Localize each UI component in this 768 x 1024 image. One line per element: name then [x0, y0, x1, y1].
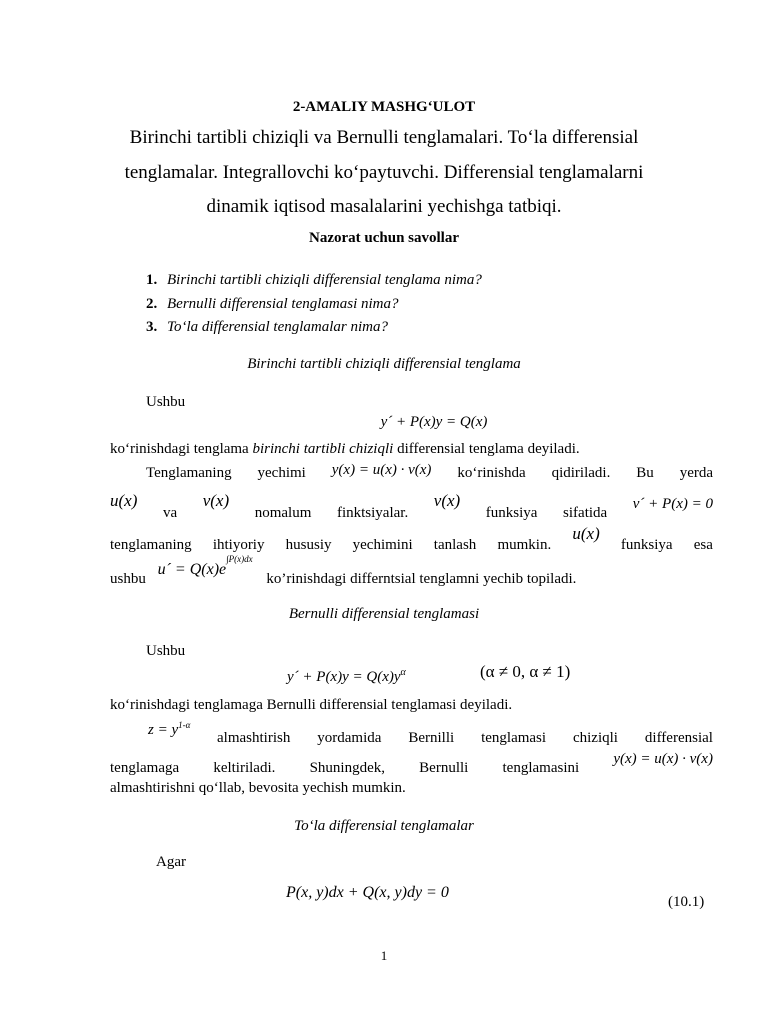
equation-homogeneous: v´ + P(x) = 0 — [632, 496, 713, 512]
question-number: 3. — [146, 319, 158, 335]
subtitle-line-3: dinamik iqtisod masalalarini yechishga tatbiqi. — [206, 196, 562, 217]
question-item — [146, 296, 399, 313]
intro-text: Ushbu — [146, 643, 186, 659]
equation-number: (10.1) — [668, 894, 705, 910]
paragraph-line: tenglamaning ihtiyoriy hususiy yechimini tanlash mumkin. u(x) funksiya esa — [110, 524, 713, 553]
question-number: 2. — [146, 296, 158, 312]
section-heading-linear: Birinchi tartibli chiziqli differensial tenglama — [247, 356, 521, 372]
section-heading-exact: To‘la differensial tenglamalar — [294, 818, 474, 834]
paragraph-line: u(x) va v(x) nomalum finktsiyalar. v(x) funksiya sifatida v´ + P(x) = 0 — [110, 491, 713, 521]
definition-text: ko‘rinishdagi tenglamaga Bernulli differensial tenglamasi deyiladi. — [110, 697, 513, 713]
question-number: 1. — [146, 272, 158, 288]
question-text: Bernulli differensial tenglamasi nima? — [167, 296, 399, 312]
paragraph-line: tenglamaga keltiriladi. Shuningdek, Bernulli tenglamasini y(x) = u(x) · v(x) — [110, 751, 713, 776]
paragraph-line: ushbu u´ = $Q(x)e^{\int P(x)dx}$ ko’rinishdagi differntsial tenglamni yechib topiladi. — [110, 554, 577, 587]
definition-text: ko‘rinishdagi tenglama birinchi tartibli chiziqli differensial tenglama deyiladi. — [110, 441, 580, 457]
section-heading-bernoulli: Bernulli differensial tenglamasi — [288, 606, 480, 622]
equation-substitution: y(x) = u(x) · v(x) — [331, 462, 432, 478]
equation-condition: (α ≠ 0, α ≠ 1) — [480, 662, 571, 681]
intro-text: Agar — [156, 854, 186, 870]
equation-bernoulli: y´ + $P(x)y = Q(x)y^\alpha$ — [287, 667, 406, 685]
questions-heading: Nazorat uchun savollar — [309, 230, 459, 246]
equation-substitution: y(x) = u(x) · v(x) — [613, 751, 713, 767]
page-number: 1 — [380, 948, 388, 963]
equation-linear: y´ + P(x)y = Q(x) — [380, 414, 488, 430]
question-item — [146, 319, 388, 336]
equation-exact: P(x, y)dx + Q(x, y)dy = 0 — [286, 884, 449, 901]
question-text: Birinchi tartibli chiziqli differensial tenglama nima? — [167, 272, 482, 288]
equation-u-derivative: u´ = Q(x)e — [157, 561, 227, 578]
equation-substitution-z: $z = y^{1-\alpha}$ — [148, 720, 191, 738]
question-text: To‘la differensial tenglamalar nima? — [167, 319, 388, 335]
paragraph-line: almashtirish yordamida Bernilli tenglamasi chiziqli differensial — [217, 730, 713, 746]
subtitle-line-2: tenglamalar. Integrallovchi ko‘paytuvchi. Differensial tenglamalarni — [124, 162, 644, 183]
paragraph-line: almashtirishni qo‘llab, bevosita yechish mumkin. — [110, 780, 406, 796]
subtitle-line-1: Birinchi tartibli chiziqli va Bernulli tenglamalari. To‘la differensial — [129, 127, 639, 148]
page-title: 2-AMALIY MASHG‘ULOT — [292, 99, 476, 115]
intro-text: Ushbu — [146, 394, 186, 410]
question-item — [146, 272, 482, 289]
paragraph-line: Tenglamaning yechimi y(x) = u(x) · v(x) ko‘rinishda qidiriladi. Bu yerda — [146, 462, 713, 481]
